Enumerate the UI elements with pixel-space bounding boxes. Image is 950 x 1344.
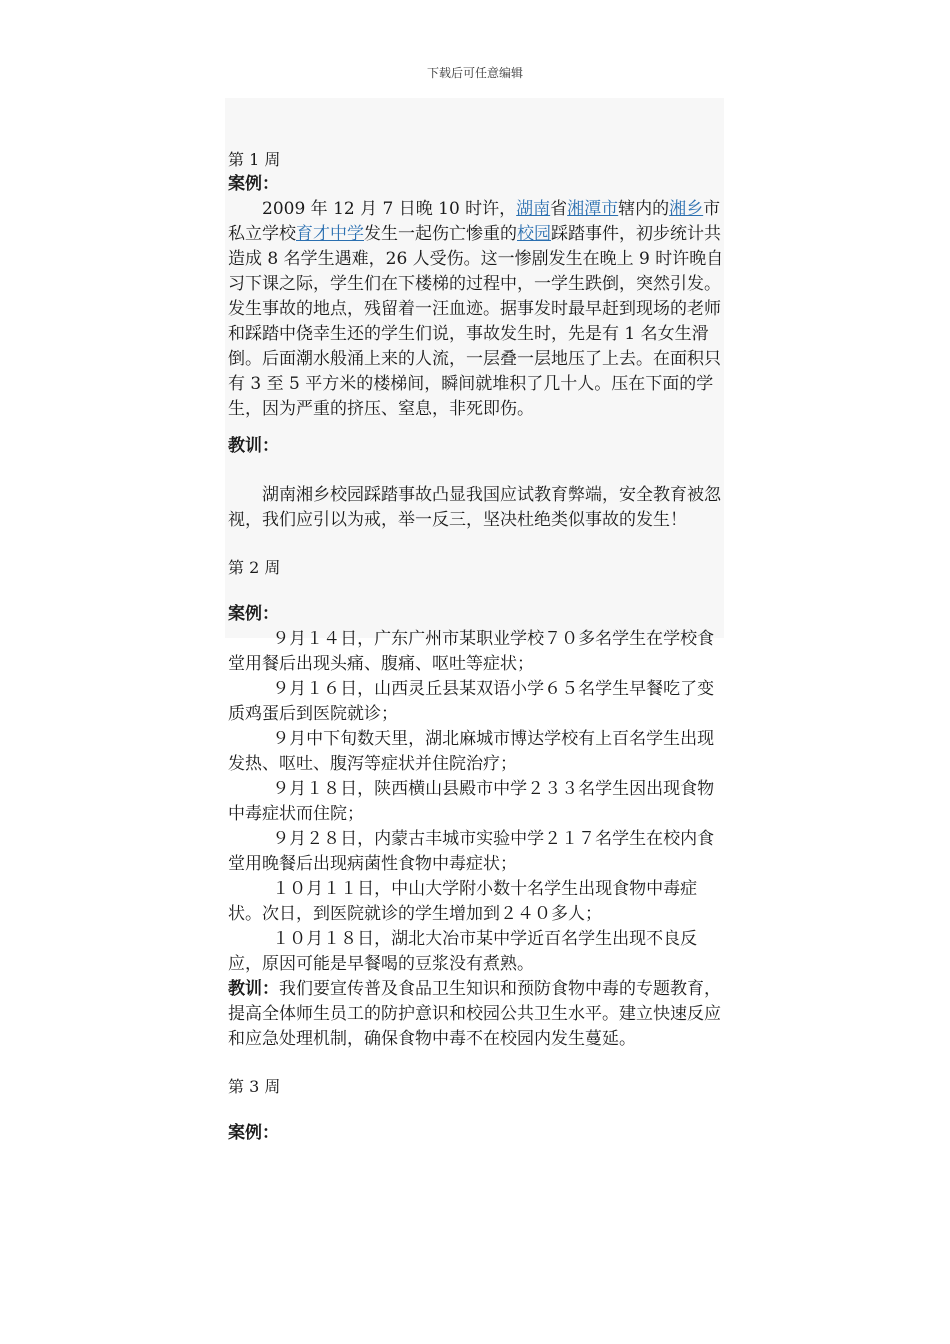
page-header: 下载后可任意编辑 xyxy=(426,66,523,80)
document-body xyxy=(228,147,724,1146)
case-text-span: 省 xyxy=(550,199,568,219)
case-item: ９月２８日，内蒙古丰城市实验中学２１７名学生在校内食堂用晚餐后出现病菌性食物中毒症状； xyxy=(228,829,715,874)
week-1-case-label: 案例： xyxy=(228,174,279,194)
case-text-span: 2009 年 12 月 7 日晚 10 时许， xyxy=(262,199,517,219)
week-2-lesson xyxy=(228,977,724,1052)
inline-link[interactable]: 湘潭市 xyxy=(567,199,619,219)
inline-link[interactable]: 湘乡 xyxy=(669,199,704,219)
week-1-lesson-label: 教训： xyxy=(228,436,279,456)
inline-link[interactable]: 校园 xyxy=(517,224,551,244)
week-2-lesson-label: 教训： xyxy=(228,979,279,999)
week-2-lesson-text: 我们要宣传普及食品卫生知识和预防食物中毒的专题教育，提高全体师生员工的防护意识和校园公共卫生水平。建立快速反应和应急处理机制，确保食物中毒不在校园内发生蔓延。 xyxy=(228,979,721,1049)
week-2-title: 第 2 周 xyxy=(228,558,281,577)
case-item: ９月１６日，山西灵丘县某双语小学６５名学生早餐吃了变质鸡蛋后到医院就诊； xyxy=(228,679,715,724)
case-text-span: 发生一起伤亡惨重的 xyxy=(364,224,517,244)
week-3-title: 第 3 周 xyxy=(228,1077,281,1096)
week-1-case-text xyxy=(228,197,724,422)
week-3-case-label: 案例： xyxy=(228,1123,279,1143)
week-1-title: 第 1 周 xyxy=(228,150,281,169)
week-2-case-list xyxy=(228,627,724,977)
case-text-span: 市私立学校 xyxy=(228,199,721,244)
week-2-case-label: 案例： xyxy=(228,604,279,624)
inline-link[interactable]: 湖南 xyxy=(516,199,551,219)
inline-link[interactable]: 育才中学 xyxy=(296,224,364,244)
case-item: ９月１８日，陕西横山县殿市中学２３３名学生因出现食物中毒症状而住院； xyxy=(228,779,715,824)
case-text-span: 踩踏事件，初步统计共造成 8 名学生遇难，26 人受伤。这一惨剧发生在晚上 9 时许晚自习下课之际，学生们在下楼梯的过程中，一学生跌倒，突然引发。 发生事故的地点，残留着一汪血迹。据事发时最早赶到现场的老师和踩踏中侥幸生还的学生们说，事故发生时，先是有 1 名女生滑倒。后面潮水般涌上来的人流，一层叠一层地压了上去。在面积只有 3 至 5 平方米的楼梯间，瞬间就堆积了几十人。压在下面的学生，因为严重的挤压、窒息，非死即伤。 xyxy=(228,224,724,419)
case-item: １０月１１日，中山大学附小数十名学生出现食物中毒症状。次日，到医院就诊的学生增加到２４０多人； xyxy=(228,879,698,924)
case-item: ９月１４日，广东广州市某职业学校７０多名学生在学校食堂用餐后出现头痛、腹痛、呕吐等症状； xyxy=(228,629,715,674)
case-item: １０月１８日，湖北大冶市某中学近百名学生出现不良反应，原因可能是早餐喝的豆浆没有煮熟。 xyxy=(228,929,698,974)
case-text-span: 辖内的 xyxy=(618,199,670,219)
case-item: ９月中下旬数天里，湖北麻城市博达学校有上百名学生出现发热、呕吐、腹泻等症状并住院治疗； xyxy=(228,729,715,774)
week-1-lesson-text: 湖南湘乡校园踩踏事故凸显我国应试教育弊端，安全教育被忽视，我们应引以为戒，举一反三，坚决杜绝类似事故的发生！ xyxy=(228,485,721,530)
